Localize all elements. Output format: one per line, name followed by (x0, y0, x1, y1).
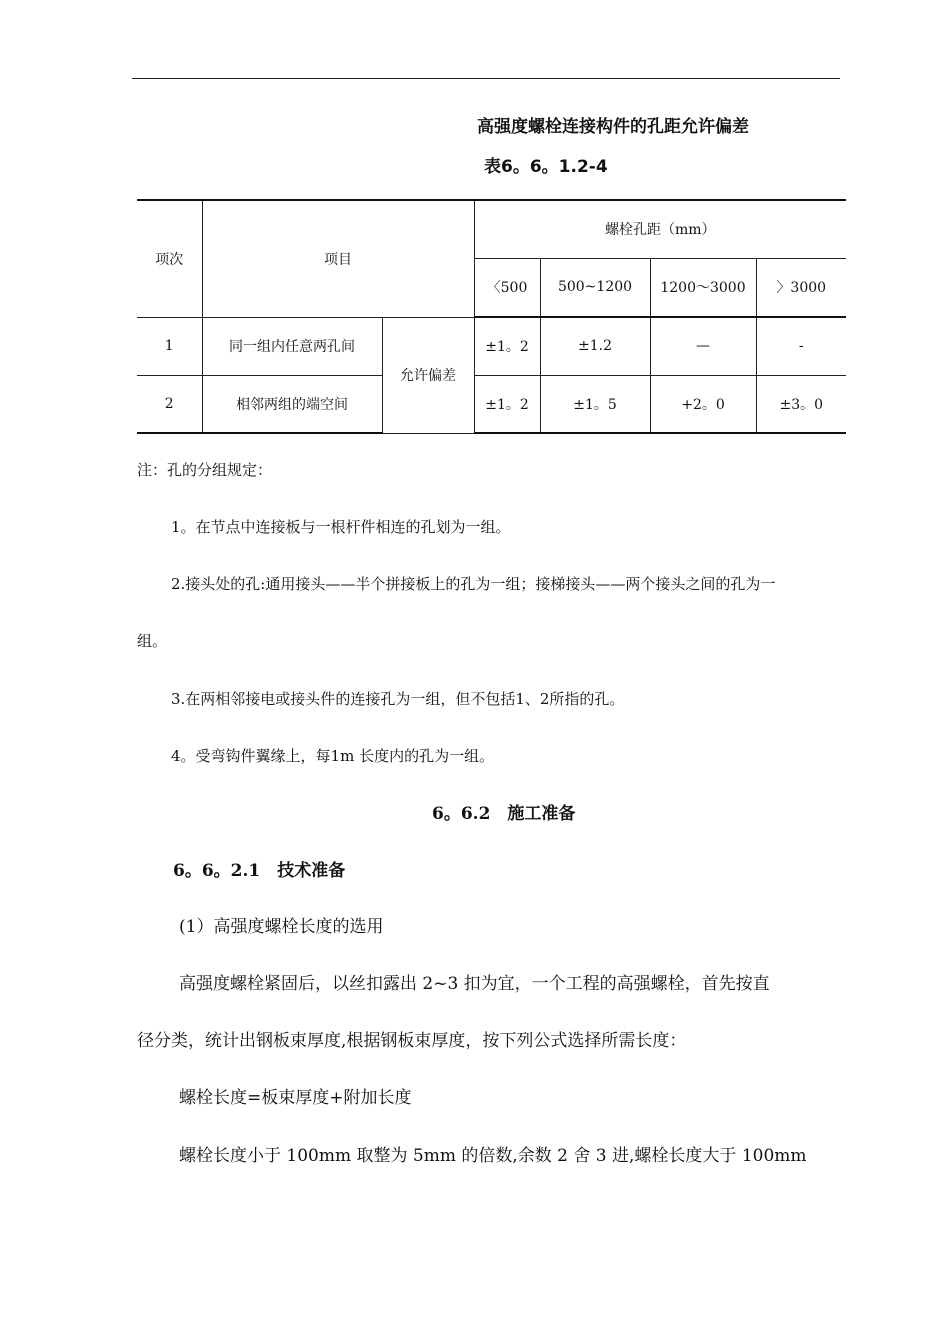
header-rule (132, 78, 840, 79)
row-index: 1 (137, 317, 202, 375)
note-item-2-line-1: 2.接头处的孔:通用接头——半个拼接板上的孔为一组；接梯接头——两个接头之间的孔为一 (171, 575, 776, 593)
table-title: 高强度螺栓连接构件的孔距允许偏差 (477, 117, 749, 137)
header-range-1: 〈500 (474, 258, 540, 317)
row-item: 同一组内任意两孔间 (202, 317, 382, 375)
paragraph-1-line-1: 高强度螺栓紧固后，以丝扣露出 2~3 扣为宜，一个工程的高强螺栓，首先按直 (179, 974, 770, 994)
note-item-3: 3.在两相邻接电或接头件的连接孔为一组，但不包括1、2所指的孔。 (171, 690, 625, 708)
note-item-2-line-2: 组。 (137, 632, 168, 650)
row-value: ±1.2 (540, 317, 650, 375)
row-value: — (650, 317, 756, 375)
header-range-2: 500~1200 (540, 258, 650, 317)
merged-allowed-deviation: 允许偏差 (382, 317, 474, 433)
row-value: ±1。2 (474, 317, 540, 375)
notes-heading: 注：孔的分组规定： (137, 461, 273, 479)
table-row (137, 375, 846, 433)
note-item-1: 1。在节点中连接板与一根杆件相连的孔划为一组。 (171, 518, 511, 536)
formula-line: 螺栓长度=板束厚度+附加长度 (179, 1088, 412, 1108)
header-index: 项次 (137, 200, 202, 317)
paragraph-2: 螺栓长度小于 100mm 取整为 5mm 的倍数,余数 2 舍 3 进,螺栓长度大于 100mm (179, 1146, 807, 1166)
header-hole-spacing: 螺栓孔距（mm） (474, 200, 846, 258)
subsection-heading: 6。6。2.1 技术准备 (173, 861, 346, 881)
note-item-4: 4。受弯钩件翼缘上，每1m 长度内的孔为一组。 (171, 747, 495, 765)
paragraph-1-line-2: 径分类，统计出钢板束厚度,根据钢板束厚度，按下列公式选择所需长度： (137, 1031, 687, 1051)
header-item: 项目 (202, 200, 474, 317)
table-number: 表6。6。1.2-4 (484, 157, 608, 177)
row-value: ±1。2 (474, 375, 540, 433)
row-index: 2 (137, 375, 202, 433)
tolerance-table (137, 199, 846, 434)
row-item: 相邻两组的端空间 (202, 375, 382, 433)
header-range-3: 1200～3000 (650, 258, 756, 317)
header-range-4: 〉3000 (756, 258, 846, 317)
row-value: ±3。0 (756, 375, 846, 433)
row-value: ±1。5 (540, 375, 650, 433)
row-value: - (756, 317, 846, 375)
section-heading: 6。6.2 施工准备 (432, 804, 576, 824)
row-value: +2。0 (650, 375, 756, 433)
table-row (137, 317, 846, 375)
item-1-title: (1）高强度螺栓长度的选用 (179, 917, 384, 937)
